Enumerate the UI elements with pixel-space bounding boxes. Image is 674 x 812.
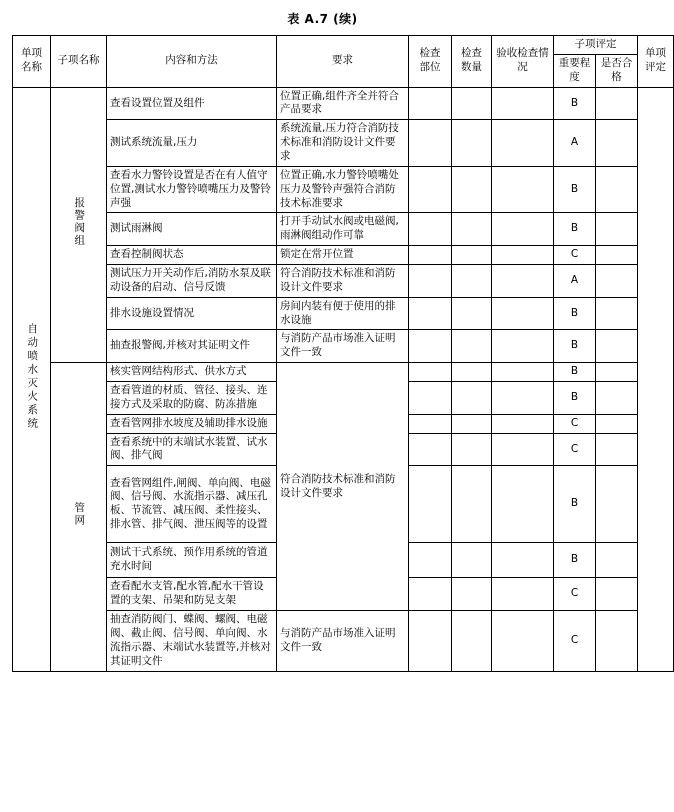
header-main-item-grade-line1: 单项 [645,47,666,60]
requirement-cell: 系统流量,压力符合消防技术标准和消防设计文件要求 [277,120,409,167]
table-row [13,166,674,213]
acceptance-result-cell [492,166,554,213]
content-method-cell: 查看配水支管,配水管,配水干管设置的支架、吊架和防晃支架 [107,578,277,611]
inspect-qty-cell [452,611,492,671]
header-requirement: 要求 [277,36,409,88]
importance-cell: A [554,265,596,298]
header-qualified: 是否合格 [596,54,638,87]
importance-cell: B [554,297,596,330]
qualified-cell [596,330,638,363]
header-inspect-qty-line1: 检查 [461,47,482,60]
acceptance-result-cell [492,433,554,466]
requirement-cell: 位置正确,水力警铃喷嘴处压力及警铃声强符合消防技术标准要求 [277,166,409,213]
inspect-qty-cell [452,433,492,466]
inspect-part-cell [409,611,452,671]
qualified-cell [596,265,638,298]
inspect-part-cell [409,87,452,120]
qualified-cell [596,414,638,433]
inspect-qty-cell [452,246,492,265]
importance-cell: B [554,466,596,543]
acceptance-result-cell [492,120,554,167]
content-method-cell: 测试系统流量,压力 [107,120,277,167]
table-row [13,120,674,167]
table-row [13,246,674,265]
requirement-cell: 与消防产品市场准入证明文件一致 [277,330,409,363]
main-item-cell [13,87,51,671]
header-inspect-part-line1: 检查 [419,47,441,60]
inspect-part-cell [409,414,452,433]
inspect-part-cell [409,330,452,363]
acceptance-result-cell [492,414,554,433]
qualified-cell [596,433,638,466]
inspect-part-cell [409,297,452,330]
qualified-cell [596,87,638,120]
acceptance-result-cell [492,330,554,363]
inspect-part-cell [409,433,452,466]
requirement-cell: 打开手动试水阀或电磁阀,雨淋阀组动作可靠 [277,213,409,246]
content-method-cell: 查看控制阀状态 [107,246,277,265]
inspect-qty-cell [452,297,492,330]
qualified-cell [596,363,638,382]
requirement-cell: 锁定在常开位置 [277,246,409,265]
sub-item-label-pipe-network: 管网 [73,501,86,527]
content-method-cell: 查看管网组件,闸阀、单向阀、电磁阀、信号阀、水流指示器、减压孔板、节流管、减压阀、柔性接头、排水管、排气阀、泄压阀等的设置 [107,466,277,543]
table-row [13,87,674,120]
header-sub-item-grade-group: 子项评定 [554,36,638,55]
qualified-cell [596,246,638,265]
inspect-part-cell [409,213,452,246]
inspect-qty-cell [452,330,492,363]
table-row [13,213,674,246]
header-main-item-line2: 名称 [21,61,42,74]
importance-cell: B [554,87,596,120]
main-item-grade-cell [638,87,674,671]
inspect-qty-cell [452,578,492,611]
qualified-cell [596,120,638,167]
acceptance-result-cell [492,578,554,611]
importance-cell: B [554,330,596,363]
table-row [13,363,674,382]
header-inspect-part [409,36,452,88]
importance-cell: C [554,246,596,265]
content-method-cell: 查看管道的材质、管径、接头、连接方式及采取的防腐、防冻措施 [107,382,277,415]
inspect-part-cell [409,382,452,415]
qualified-cell [596,543,638,578]
table-row [13,611,674,671]
acceptance-result-cell [492,297,554,330]
inspect-part-cell [409,466,452,543]
importance-cell: A [554,120,596,167]
importance-cell: C [554,611,596,671]
content-method-cell: 测试压力开关动作后,消防水泵及联动设备的启动、信号反馈 [107,265,277,298]
inspect-qty-cell [452,265,492,298]
header-content-method: 内容和方法 [107,36,277,88]
content-method-cell: 查看管网排水坡度及辅助排水设施 [107,414,277,433]
qualified-cell [596,382,638,415]
qualified-cell [596,213,638,246]
content-method-cell: 查看设置位置及组件 [107,87,277,120]
inspect-part-cell [409,578,452,611]
content-method-cell: 测试雨淋阀 [107,213,277,246]
header-inspect-qty [452,36,492,88]
page-title: 表 A.7 (续) [287,12,358,26]
content-method-cell: 查看水力警铃设置是否在有人值守位置,测试水力警铃喷嘴压力及警铃声强 [107,166,277,213]
inspect-part-cell [409,120,452,167]
acceptance-result-cell [492,363,554,382]
qualified-cell [596,297,638,330]
header-inspect-part-line2: 部位 [419,61,441,74]
inspect-part-cell [409,166,452,213]
inspect-part-cell [409,543,452,578]
inspect-qty-cell [452,466,492,543]
header-main-item-grade-line2: 评定 [645,61,666,74]
sub-item-cell-alarm-valve [51,87,107,363]
qualified-cell [596,166,638,213]
acceptance-result-cell [492,543,554,578]
qualified-cell [596,611,638,671]
acceptance-result-cell [492,213,554,246]
table-header-row-1 [13,36,674,55]
inspection-table [12,35,674,672]
inspect-qty-cell [452,414,492,433]
content-method-cell: 核实管网结构形式、供水方式 [107,363,277,382]
requirement-cell: 符合消防技术标准和消防设计文件要求 [277,265,409,298]
header-main-item-line1: 单项 [21,47,42,60]
inspect-qty-cell [452,543,492,578]
acceptance-result-cell [492,265,554,298]
importance-cell: B [554,363,596,382]
requirement-cell: 房间内装有便于使用的排水设施 [277,297,409,330]
importance-cell: B [554,166,596,213]
header-importance: 重要程度 [554,54,596,87]
content-method-cell: 查看系统中的末端试水装置、试水阀、排气阀 [107,433,277,466]
inspect-qty-cell [452,363,492,382]
inspect-qty-cell [452,382,492,415]
table-row [13,297,674,330]
table-row [13,330,674,363]
sub-item-label-alarm-valve: 报警阀组 [73,197,86,248]
content-method-cell: 排水设施设置情况 [107,297,277,330]
acceptance-result-cell [492,382,554,415]
content-method-cell: 抽查消防阀门、蝶阀、螺阀、电磁阀、截止阀、信号阀、单向阀、水流指示器、末端试水装置等,并核对其证明文件 [107,611,277,671]
content-method-cell: 抽查报警阀,并核对其证明文件 [107,330,277,363]
inspect-qty-cell [452,120,492,167]
importance-cell: C [554,433,596,466]
inspect-part-cell [409,246,452,265]
qualified-cell [596,578,638,611]
importance-cell: B [554,213,596,246]
acceptance-result-cell [492,246,554,265]
header-main-item-grade [638,36,674,88]
inspect-part-cell [409,265,452,298]
content-method-cell: 测试干式系统、预作用系统的管道充水时间 [107,543,277,578]
inspect-part-cell [409,363,452,382]
sub-item-cell-pipe-network [51,363,107,671]
importance-cell: B [554,543,596,578]
acceptance-result-cell [492,87,554,120]
requirement-cell-merged: 符合消防技术标准和消防设计文件要求 [277,363,409,611]
qualified-cell [596,466,638,543]
main-item-label: 自动喷水灭火系统 [26,322,39,431]
header-inspect-qty-line2: 数量 [461,61,482,74]
header-acceptance-result: 验收检查情况 [492,36,554,88]
header-main-item [13,36,51,88]
header-sub-item: 子项名称 [51,36,107,88]
requirement-cell: 与消防产品市场准入证明文件一致 [277,611,409,671]
acceptance-result-cell [492,611,554,671]
table-row [13,265,674,298]
inspect-qty-cell [452,166,492,213]
inspect-qty-cell [452,87,492,120]
importance-cell: B [554,382,596,415]
acceptance-result-cell [492,466,554,543]
importance-cell: C [554,578,596,611]
importance-cell: C [554,414,596,433]
inspect-qty-cell [452,213,492,246]
requirement-cell: 位置正确,组件齐全并符合产品要求 [277,87,409,120]
